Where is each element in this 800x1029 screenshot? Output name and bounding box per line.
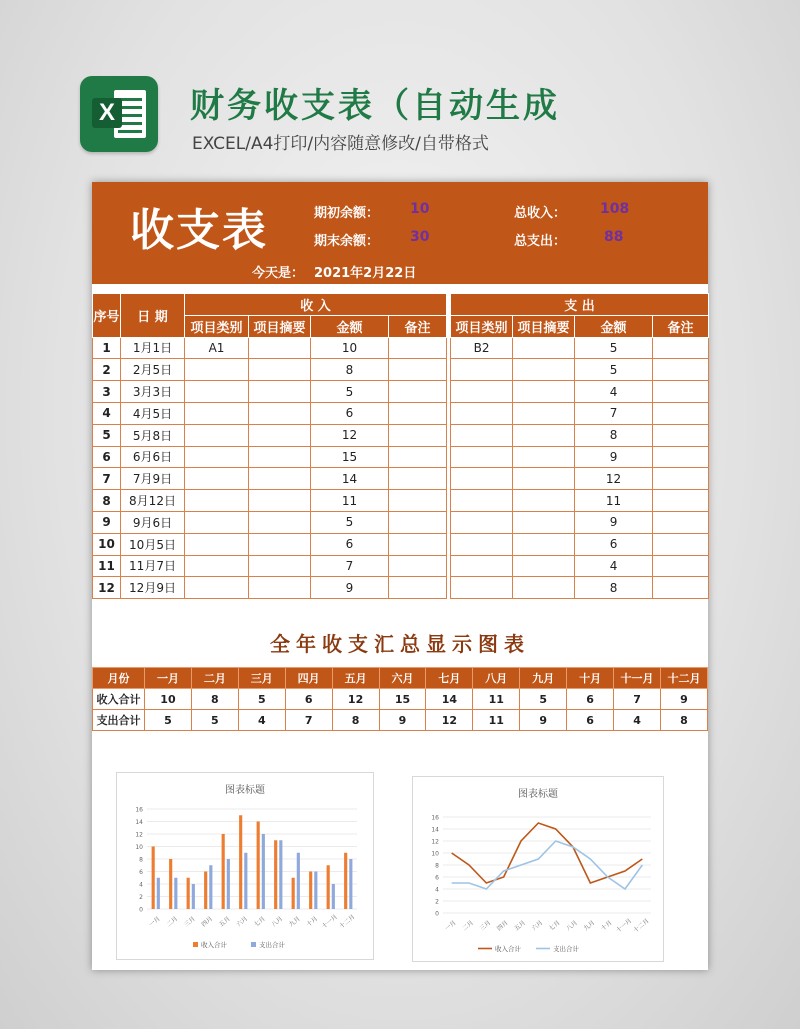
y-tick-label: 8: [139, 856, 143, 864]
income-category-cell[interactable]: [185, 424, 249, 446]
income-note-cell[interactable]: [389, 555, 447, 577]
row-date: 12月9日: [121, 577, 185, 599]
expense-amount-cell[interactable]: 4: [575, 555, 653, 577]
legend-label: 支出合计: [553, 945, 579, 953]
y-tick-label: 6: [139, 869, 143, 876]
income-total-cell: 8: [191, 689, 238, 710]
expense-total-cell: 12: [426, 710, 473, 731]
x-tick-label: 十一月: [614, 917, 634, 935]
y-tick-label: 0: [139, 906, 143, 914]
x-tick-label: 九月: [582, 919, 597, 933]
row-seq: 5: [93, 424, 121, 446]
legend-label: 收入合计: [201, 941, 227, 949]
income-total-cell: 6: [567, 689, 614, 710]
row-seq: 3: [93, 381, 121, 403]
income-summary-cell[interactable]: [249, 359, 311, 381]
table-row: [93, 446, 709, 468]
income-amount-cell[interactable]: 5: [311, 511, 389, 533]
expense-category-cell[interactable]: [451, 511, 513, 533]
title-banner: [92, 182, 708, 284]
excel-logo-icon: [80, 76, 158, 152]
income-amount-cell[interactable]: 10: [311, 337, 389, 359]
closing-balance-value[interactable]: 30: [410, 229, 430, 245]
income-total-cell: 15: [379, 689, 426, 710]
month-header: 月份: [93, 668, 145, 689]
income-category-cell[interactable]: [185, 359, 249, 381]
expense-amount-header: 金额: [575, 315, 653, 337]
expense-category-cell[interactable]: [451, 381, 513, 403]
income-amount-cell[interactable]: 15: [311, 446, 389, 468]
table-row: [93, 381, 709, 403]
table-row: [93, 689, 708, 710]
income-note-cell[interactable]: [389, 468, 447, 490]
bar: [227, 859, 230, 909]
expense-summary-cell[interactable]: [513, 468, 575, 490]
expense-summary-header: 项目摘要: [513, 315, 575, 337]
income-summary-cell[interactable]: [249, 577, 311, 599]
expense-note-header: 备注: [653, 315, 709, 337]
income-amount-cell[interactable]: 11: [311, 490, 389, 512]
expense-category-cell[interactable]: [451, 402, 513, 424]
expense-note-cell[interactable]: [653, 402, 709, 424]
income-summary-cell[interactable]: [249, 337, 311, 359]
bar: [192, 884, 195, 909]
x-tick-label: 三月: [182, 915, 197, 929]
bar: [292, 878, 295, 909]
x-tick-label: 十月: [599, 919, 614, 933]
income-note-cell[interactable]: [389, 511, 447, 533]
expense-total-cell: 11: [473, 710, 520, 731]
income-note-cell[interactable]: [389, 446, 447, 468]
x-tick-label: 三月: [478, 919, 493, 933]
expense-category-cell[interactable]: [451, 359, 513, 381]
expense-summary-cell[interactable]: [513, 446, 575, 468]
income-category-cell[interactable]: [185, 555, 249, 577]
month-column-header: 十月: [567, 668, 614, 689]
x-tick-label: 四月: [495, 919, 510, 933]
table-row: [93, 577, 709, 599]
expense-category-cell[interactable]: [451, 555, 513, 577]
expense-summary-cell[interactable]: [513, 555, 575, 577]
expense-note-cell[interactable]: [653, 490, 709, 512]
y-tick-label: 0: [435, 910, 439, 918]
row-date: 5月8日: [121, 424, 185, 446]
x-tick-label: 十二月: [632, 917, 651, 935]
bar: [152, 847, 155, 910]
summary-title: 全年收支汇总显示图表: [270, 632, 530, 656]
income-summary-cell[interactable]: [249, 446, 311, 468]
expense-note-cell[interactable]: [653, 533, 709, 555]
income-note-cell[interactable]: [389, 381, 447, 403]
y-tick-label: 12: [135, 831, 143, 839]
spreadsheet-page: [92, 182, 708, 970]
expense-group-header: 支 出: [451, 294, 709, 316]
x-tick-label: 十月: [305, 915, 320, 929]
row-seq: 2: [93, 359, 121, 381]
bar: [297, 853, 300, 909]
page-title: 财务收支表（自动生成: [190, 86, 560, 126]
income-summary-cell[interactable]: [249, 381, 311, 403]
today-label: 今天是：: [252, 266, 305, 281]
x-tick-label: 一月: [147, 915, 162, 929]
bar-chart: [116, 772, 374, 960]
table-row: [93, 533, 709, 555]
y-tick-label: 2: [435, 898, 439, 906]
expense-note-cell[interactable]: [653, 424, 709, 446]
row-seq: 12: [93, 577, 121, 599]
expense-amount-cell[interactable]: 5: [575, 359, 653, 381]
expense-amount-cell[interactable]: 8: [575, 424, 653, 446]
expense-amount-cell[interactable]: 11: [575, 490, 653, 512]
total-expense-value[interactable]: 88: [604, 229, 624, 245]
expense-note-cell[interactable]: [653, 555, 709, 577]
bar: [222, 834, 225, 909]
bar: [257, 822, 260, 910]
expense-total-cell: 8: [660, 710, 707, 731]
expense-amount-cell[interactable]: 5: [575, 337, 653, 359]
month-column-header: 八月: [473, 668, 520, 689]
income-note-cell[interactable]: [389, 337, 447, 359]
income-category-cell[interactable]: [185, 577, 249, 599]
income-total-cell: 7: [614, 689, 661, 710]
expense-amount-cell[interactable]: 9: [575, 511, 653, 533]
x-tick-label: 八月: [270, 915, 285, 929]
table-row: [93, 490, 709, 512]
expense-category-cell[interactable]: [451, 468, 513, 490]
x-tick-label: 六月: [235, 915, 250, 929]
x-tick-label: 十一月: [320, 913, 339, 931]
expense-summary-cell[interactable]: [513, 402, 575, 424]
total-income-label: 总收入：: [514, 206, 567, 221]
expense-total-label: 支出合计: [93, 710, 145, 731]
bar: [314, 872, 317, 910]
expense-category-cell[interactable]: [451, 577, 513, 599]
expense-note-cell[interactable]: [653, 337, 709, 359]
expense-amount-cell[interactable]: 9: [575, 446, 653, 468]
summary-table: [92, 667, 708, 731]
row-seq: 11: [93, 555, 121, 577]
income-category-cell[interactable]: A1: [185, 337, 249, 359]
income-total-cell: 5: [238, 689, 285, 710]
bar: [274, 840, 277, 909]
income-amount-cell[interactable]: 9: [311, 577, 389, 599]
income-total-cell: 12: [332, 689, 379, 710]
col-date-header: 日 期: [121, 294, 185, 338]
chart-title: 图表标题: [518, 789, 558, 800]
bar: [332, 884, 335, 909]
table-row: [93, 424, 709, 446]
expense-category-cell[interactable]: [451, 424, 513, 446]
income-note-cell[interactable]: [389, 359, 447, 381]
y-tick-label: 6: [435, 874, 439, 882]
opening-balance-value[interactable]: 10: [410, 201, 430, 217]
income-category-header: 项目类别: [185, 315, 249, 337]
x-tick-label: 六月: [530, 919, 545, 933]
row-date: 6月6日: [121, 446, 185, 468]
income-note-cell[interactable]: [389, 533, 447, 555]
expense-total-cell: 5: [191, 710, 238, 731]
y-tick-label: 16: [135, 806, 143, 814]
expense-summary-cell[interactable]: [513, 337, 575, 359]
expense-summary-cell[interactable]: [513, 424, 575, 446]
income-category-cell[interactable]: [185, 381, 249, 403]
income-note-header: 备注: [389, 315, 447, 337]
income-summary-cell[interactable]: [249, 555, 311, 577]
expense-amount-cell[interactable]: 8: [575, 577, 653, 599]
x-tick-label: 七月: [547, 919, 562, 933]
bar: [344, 853, 347, 909]
row-date: 8月12日: [121, 490, 185, 512]
income-amount-header: 金额: [311, 315, 389, 337]
income-total-cell: 14: [426, 689, 473, 710]
y-tick-label: 8: [435, 862, 439, 870]
row-date: 3月3日: [121, 381, 185, 403]
x-tick-label: 七月: [252, 915, 267, 929]
page-header: [0, 0, 800, 170]
x-tick-label: 五月: [217, 915, 232, 929]
table-row: [93, 511, 709, 533]
bar: [187, 878, 190, 909]
legend-swatch: [251, 942, 256, 947]
expense-amount-cell[interactable]: 4: [575, 381, 653, 403]
expense-amount-cell[interactable]: 12: [575, 468, 653, 490]
bar: [262, 834, 265, 909]
expense-category-header: 项目类别: [451, 315, 513, 337]
excel-x-mark: X: [92, 98, 122, 128]
y-tick-label: 16: [431, 814, 439, 822]
x-tick-label: 一月: [443, 919, 458, 933]
today-value[interactable]: 2021年2月22日: [314, 266, 417, 281]
row-date: 2月5日: [121, 359, 185, 381]
expense-total-cell: 7: [285, 710, 332, 731]
expense-note-cell[interactable]: [653, 381, 709, 403]
row-seq: 8: [93, 490, 121, 512]
expense-total-cell: 9: [520, 710, 567, 731]
month-column-header: 二月: [191, 668, 238, 689]
income-category-cell[interactable]: [185, 402, 249, 424]
row-seq: 7: [93, 468, 121, 490]
income-total-cell: 10: [145, 689, 192, 710]
bar: [204, 872, 207, 910]
income-category-cell[interactable]: [185, 511, 249, 533]
line-chart: [412, 776, 664, 962]
income-total-label: 收入合计: [93, 689, 145, 710]
income-summary-cell[interactable]: [249, 424, 311, 446]
chart-title: 图表标题: [225, 785, 265, 796]
expense-note-cell[interactable]: [653, 511, 709, 533]
income-note-cell[interactable]: [389, 424, 447, 446]
income-category-cell[interactable]: [185, 446, 249, 468]
sheet-title: 收支表: [130, 205, 268, 256]
row-seq: 4: [93, 402, 121, 424]
expense-note-cell[interactable]: [653, 577, 709, 599]
income-summary-cell[interactable]: [249, 511, 311, 533]
income-summary-header: 项目摘要: [249, 315, 311, 337]
income-category-cell[interactable]: [185, 490, 249, 512]
row-seq: 10: [93, 533, 121, 555]
income-summary-cell[interactable]: [249, 468, 311, 490]
month-column-header: 一月: [145, 668, 192, 689]
bar: [239, 815, 242, 909]
x-tick-label: 九月: [287, 915, 302, 929]
month-column-header: 四月: [285, 668, 332, 689]
expense-total-cell: 8: [332, 710, 379, 731]
y-tick-label: 10: [135, 844, 143, 851]
income-total-cell: 9: [660, 689, 707, 710]
table-row: [93, 402, 709, 424]
expense-category-cell[interactable]: [451, 490, 513, 512]
income-category-cell[interactable]: [185, 533, 249, 555]
y-tick-label: 12: [431, 838, 439, 846]
y-tick-label: 2: [139, 894, 143, 901]
y-tick-label: 4: [139, 881, 143, 889]
month-column-header: 十二月: [660, 668, 707, 689]
y-tick-label: 4: [435, 886, 439, 894]
bar: [174, 878, 177, 909]
month-column-header: 三月: [238, 668, 285, 689]
income-amount-cell[interactable]: 6: [311, 533, 389, 555]
expense-category-cell[interactable]: [451, 533, 513, 555]
month-column-header: 九月: [520, 668, 567, 689]
expense-note-cell[interactable]: [653, 468, 709, 490]
row-seq: 6: [93, 446, 121, 468]
legend-swatch: [193, 942, 198, 947]
income-amount-cell[interactable]: 8: [311, 359, 389, 381]
income-note-cell[interactable]: [389, 402, 447, 424]
row-date: 1月1日: [121, 337, 185, 359]
x-tick-label: 二月: [461, 919, 475, 933]
expense-summary-cell[interactable]: [513, 490, 575, 512]
y-tick-label: 10: [431, 850, 439, 858]
bar: [157, 878, 160, 909]
row-seq: 9: [93, 511, 121, 533]
month-column-header: 七月: [426, 668, 473, 689]
income-summary-cell[interactable]: [249, 402, 311, 424]
legend-label: 支出合计: [259, 941, 285, 949]
income-amount-cell[interactable]: 12: [311, 424, 389, 446]
income-total-cell: 6: [285, 689, 332, 710]
expense-summary-cell[interactable]: [513, 577, 575, 599]
row-date: 7月9日: [121, 468, 185, 490]
income-amount-cell[interactable]: 14: [311, 468, 389, 490]
bar: [309, 872, 312, 910]
expense-total-cell: 4: [238, 710, 285, 731]
x-tick-label: 四月: [200, 915, 215, 929]
income-amount-cell[interactable]: 6: [311, 402, 389, 424]
opening-balance-label: 期初余额：: [314, 206, 380, 221]
expense-summary-cell[interactable]: [513, 359, 575, 381]
legend-label: 收入合计: [495, 945, 521, 953]
bar: [244, 853, 247, 909]
expense-total-cell: 9: [379, 710, 426, 731]
income-total-cell: 5: [520, 689, 567, 710]
bar: [349, 859, 352, 909]
x-tick-label: 十二月: [338, 913, 357, 931]
bar: [279, 840, 282, 909]
col-seq-header: 序号: [93, 294, 121, 338]
expense-amount-cell[interactable]: 6: [575, 533, 653, 555]
income-amount-cell[interactable]: 7: [311, 555, 389, 577]
table-row: [93, 359, 709, 381]
expense-note-cell[interactable]: [653, 359, 709, 381]
income-amount-cell[interactable]: 5: [311, 381, 389, 403]
x-tick-label: 二月: [165, 915, 180, 929]
expense-note-cell[interactable]: [653, 446, 709, 468]
row-date: 4月5日: [121, 402, 185, 424]
expense-category-cell[interactable]: [451, 446, 513, 468]
expense-total-cell: 5: [145, 710, 192, 731]
income-group-header: 收 入: [185, 294, 447, 316]
income-total-cell: 11: [473, 689, 520, 710]
bar: [327, 865, 330, 909]
table-row: [93, 555, 709, 577]
row-seq: 1: [93, 337, 121, 359]
month-column-header: 十一月: [614, 668, 661, 689]
closing-balance-label: 期末余额：: [314, 234, 380, 249]
expense-summary-cell[interactable]: [513, 533, 575, 555]
page-subtitle: EXCEL/A4打印/内容随意修改/自带格式: [192, 134, 489, 154]
income-note-cell[interactable]: [389, 490, 447, 512]
month-column-header: 六月: [379, 668, 426, 689]
total-expense-label: 总支出：: [514, 234, 567, 249]
y-tick-label: 14: [135, 819, 143, 826]
total-income-value[interactable]: 108: [600, 201, 630, 217]
expense-total-cell: 6: [567, 710, 614, 731]
income-category-cell[interactable]: [185, 468, 249, 490]
table-row: [93, 468, 709, 490]
x-tick-label: 八月: [565, 919, 579, 933]
income-summary-cell[interactable]: [249, 490, 311, 512]
expense-category-cell[interactable]: B2: [451, 337, 513, 359]
table-row: [93, 710, 708, 731]
bar: [209, 865, 212, 909]
expense-summary-cell[interactable]: [513, 511, 575, 533]
expense-amount-cell[interactable]: 7: [575, 402, 653, 424]
row-date: 9月6日: [121, 511, 185, 533]
expense-summary-cell[interactable]: [513, 381, 575, 403]
expense-total-cell: 4: [614, 710, 661, 731]
y-tick-label: 14: [431, 826, 439, 834]
row-date: 10月5日: [121, 533, 185, 555]
bar: [169, 859, 172, 909]
row-date: 11月7日: [121, 555, 185, 577]
ledger-table: [92, 293, 709, 599]
x-tick-label: 五月: [513, 919, 527, 933]
table-row: [93, 337, 709, 359]
income-summary-cell[interactable]: [249, 533, 311, 555]
month-column-header: 五月: [332, 668, 379, 689]
income-note-cell[interactable]: [389, 577, 447, 599]
